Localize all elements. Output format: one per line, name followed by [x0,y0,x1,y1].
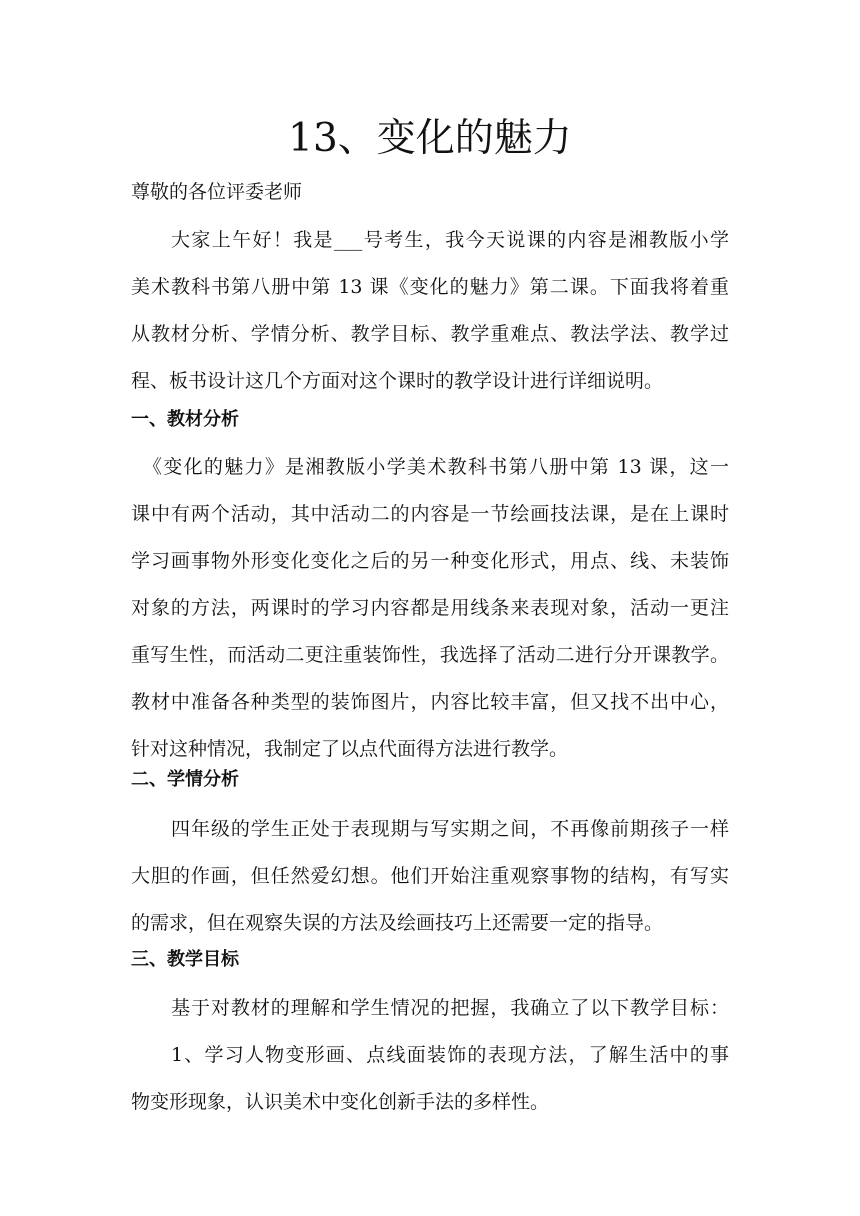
section-heading: 二、学情分析 [131,769,239,790]
section-heading: 一、教材分析 [131,409,239,430]
paragraph-line: 学习画事物外形变化变化之后的另一种变化形式，用点、线、未装饰 [131,550,729,572]
intro-line: 从教材分析、学情分析、教学目标、教学重难点、教法学法、教学过 [131,323,729,345]
paragraph-line: 四年级的学生正处于表现期与写实期之间，不再像前期孩子一样 [171,818,729,840]
intro-line: 美术教科书第八册中第 13 课《变化的魅力》第二课。下面我将着重 [131,276,729,298]
paragraph-line: 的需求，但在观察失误的方法及绘画技巧上还需要一定的指导。 [131,912,664,934]
greeting-line: 尊敬的各位评委老师 [131,181,303,203]
paragraph-line: 基于对教材的理解和学生情况的把握，我确立了以下教学目标： [171,997,729,1019]
paragraph-line: 《变化的魅力》是湘教版小学美术教科书第八册中第 13 课，这一 [143,456,729,478]
paragraph-line: 1、学习人物变形画、点线面装饰的表现方法，了解生活中的事 [171,1044,729,1066]
paragraph-line: 物变形现象，认识美术中变化创新手法的多样性。 [131,1091,550,1113]
paragraph-line: 重写生性，而活动二更注重装饰性，我选择了活动二进行分开课教学。 [131,644,729,666]
document-title: 13、变化的魅力 [288,116,572,161]
intro-line: 程、板书设计这几个方面对这个课时的教学设计进行详细说明。 [131,370,664,392]
section-heading: 三、教学目标 [131,949,239,970]
paragraph-line: 大胆的作画，但任然爱幻想。他们开始注重观察事物的结构，有写实 [131,865,729,887]
paragraph-line: 对象的方法，两课时的学习内容都是用线条来表现对象，活动一更注 [131,597,729,619]
paragraph-line: 课中有两个活动，其中活动二的内容是一节绘画技法课，是在上课时 [131,503,729,525]
paragraph-line: 教材中准备各种类型的装饰图片，内容比较丰富，但又找不出中心， [131,691,729,713]
intro-line: 大家上午好！我是___号考生，我今天说课的内容是湘教版小学 [171,229,729,251]
paragraph-line: 针对这种情况，我制定了以点代面得方法进行教学。 [131,738,569,760]
